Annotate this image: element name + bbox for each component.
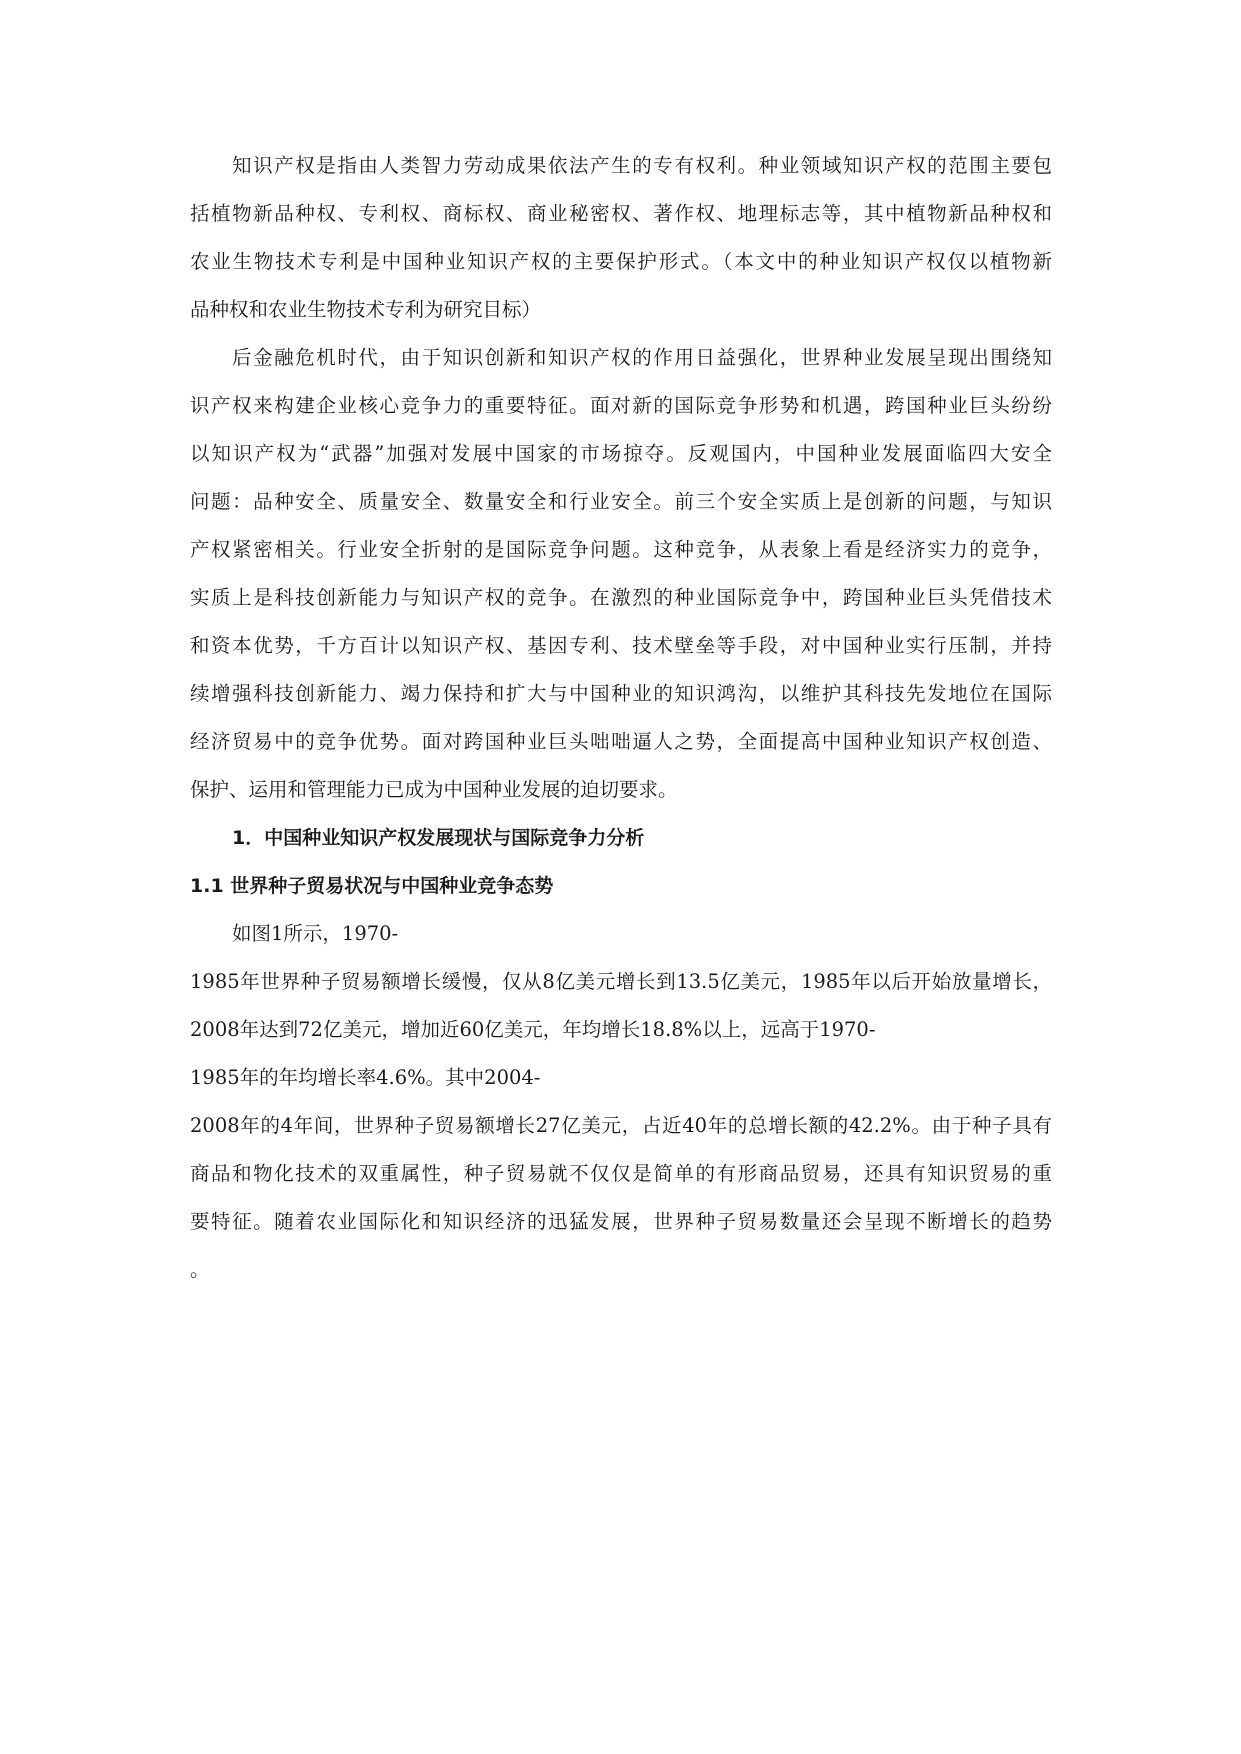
paragraph-2-line-5: 产权紧密相关。行业安全折射的是国际竞争问题。这种竞争，从表象上看是经济实力的竞争， xyxy=(190,538,1052,561)
section-heading-1: 1．中国种业知识产权发展现状与国际竞争力分析 xyxy=(232,827,645,849)
paragraph-2-line-4: 问题：品种安全、质量安全、数量安全和行业安全。前三个安全实质上是创新的问题，与知识 xyxy=(190,490,1052,513)
paragraph-2-line-7: 和资本优势，千方百计以知识产权、基因专利、技术壁垒等手段，对中国种业实行压制，并持 xyxy=(190,634,1052,657)
paragraph-3-line-2: 1985年世界种子贸易额增长缓慢，仅从8亿美元增长到13.5亿美元，1985年以后开始放量增长， xyxy=(190,970,1052,993)
paragraph-2-line-10: 保护、运用和管理能力已成为中国种业发展的迫切要求。 xyxy=(190,778,678,801)
paragraph-1-line-3: 农业生物技术专利是中国种业知识产权的主要保护形式。（本文中的种业知识产权仅以植物新 xyxy=(190,250,1052,273)
paragraph-2-line-6: 实质上是科技创新能力与知识产权的竞争。在激烈的种业国际竞争中，跨国种业巨头凭借技术 xyxy=(190,586,1052,609)
paragraph-2-line-8: 续增强科技创新能力、竭力保持和扩大与中国种业的知识鸿沟，以维护其科技先发地位在国际 xyxy=(190,682,1052,705)
paragraph-3-line-1: 如图1所示，1970- xyxy=(232,922,399,945)
paragraph-3-line-8: 。 xyxy=(190,1258,210,1281)
paragraph-3-line-6: 商品和物化技术的双重属性，种子贸易就不仅仅是简单的有形商品贸易，还具有知识贸易的重 xyxy=(190,1162,1052,1185)
section-heading-1-1: 1.1 世界种子贸易状况与中国种业竞争态势 xyxy=(190,875,554,897)
paragraph-2-line-1: 后金融危机时代，由于知识创新和知识产权的作用日益强化，世界种业发展呈现出围绕知 xyxy=(232,346,1052,369)
paragraph-1-line-4: 品种权和农业生物技术专利为研究目标） xyxy=(190,298,542,321)
paragraph-2-line-2: 识产权来构建企业核心竞争力的重要特征。面对新的国际竞争形势和机遇，跨国种业巨头纷纷 xyxy=(190,394,1052,417)
paragraph-2-line-9: 经济贸易中的竞争优势。面对跨国种业巨头咄咄逼人之势，全面提高中国种业知识产权创造、 xyxy=(190,730,1052,753)
paragraph-1-line-1: 知识产权是指由人类智力劳动成果依法产生的专有权利。种业领域知识产权的范围主要包 xyxy=(232,154,1052,177)
paragraph-1-line-2: 括植物新品种权、专利权、商标权、商业秘密权、著作权、地理标志等，其中植物新品种权和 xyxy=(190,202,1052,225)
paragraph-3-line-4: 1985年的年均增长率4.6%。其中2004- xyxy=(190,1066,541,1089)
paragraph-3-line-5: 2008年的4年间，世界种子贸易额增长27亿美元，占近40年的总增长额的42.2%。由于种子具有 xyxy=(190,1114,1052,1137)
paragraph-3-line-3: 2008年达到72亿美元，增加近60亿美元，年均增长18.8%以上，远高于1970- xyxy=(190,1018,876,1041)
paragraph-3-line-7: 要特征。随着农业国际化和知识经济的迅猛发展，世界种子贸易数量还会呈现不断增长的趋势 xyxy=(190,1210,1052,1233)
paragraph-2-line-3: 以知识产权为“武器”加强对发展中国家的市场掠夺。反观国内，中国种业发展面临四大安全 xyxy=(190,442,1052,465)
